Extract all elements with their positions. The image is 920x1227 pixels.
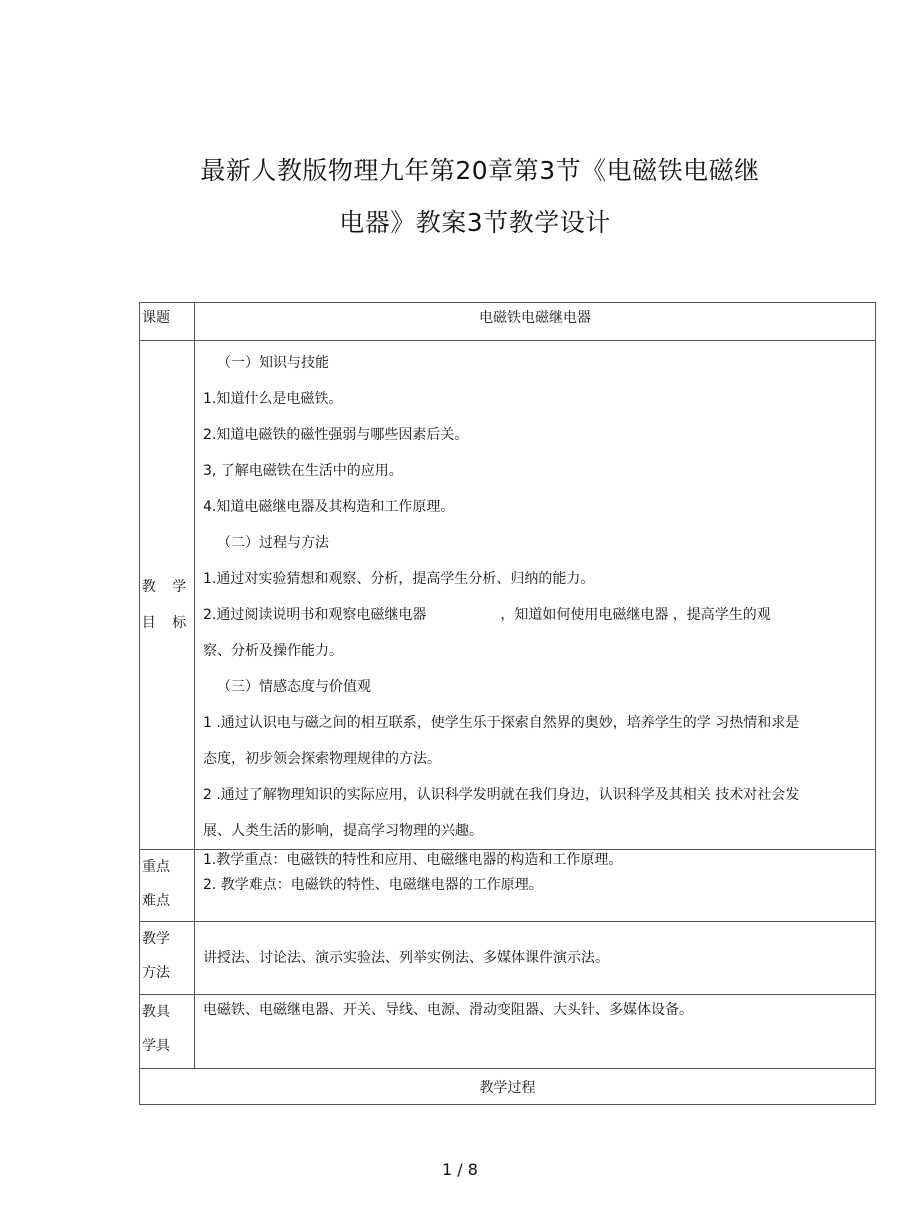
goals-heading-knowledge: （一）知识与技能 — [217, 355, 329, 371]
topic-row — [140, 303, 876, 341]
goal-knowledge-2: 2.知道电磁铁的磁性强弱与哪些因素后关。 — [203, 427, 469, 443]
goal-process-2 — [195, 597, 875, 633]
page-number: 1 / 8 — [442, 1160, 478, 1179]
key-points-row — [140, 850, 876, 922]
topic-value: 电磁铁电磁继电器 — [479, 310, 591, 326]
key-point-1: 1.教学重点：电磁铁的特性和应用、电磁继电器的构造和工作原理。 — [203, 852, 623, 868]
tools-row — [140, 995, 876, 1069]
topic-label-cell — [140, 303, 195, 341]
lesson-plan-table — [139, 302, 876, 1105]
method-label-line-2: 方法 — [142, 965, 170, 981]
tools-label-line-2: 学具 — [142, 1038, 170, 1054]
key-content-cell — [195, 850, 876, 922]
key-label — [140, 850, 194, 918]
goal-attitude-1a: 1 .通过认识电与磁之间的相互联系，使学生乐于探索自然界的奥妙，培养学生的学 习热情和求是 — [203, 715, 800, 731]
key-label-cell — [140, 850, 195, 922]
goals-label-line-2: 目 标 — [141, 615, 193, 631]
topic-value-cell — [195, 303, 876, 341]
method-label — [140, 922, 194, 990]
method-value: 讲授法、讨论法、演示实验法、列举实例法、多媒体课件演示法。 — [203, 950, 609, 966]
goal-knowledge-1: 1.知道什么是电磁铁。 — [203, 391, 343, 407]
tools-value: 电磁铁、电磁继电器、开关、导线、电源、滑动变阻器、大头针、多媒体设备。 — [203, 1002, 693, 1018]
tools-label-cell — [140, 995, 195, 1069]
process-header-row — [140, 1069, 876, 1105]
goal-process-2-part-a: 2.通过阅读说明书和观察电磁继电器 — [203, 607, 427, 623]
method-row — [140, 922, 876, 995]
goal-process-2-cont: 察、分析及操作能力。 — [203, 643, 343, 659]
key-label-line-1: 重点 — [142, 859, 170, 875]
goals-heading-process: （二）过程与方法 — [217, 535, 329, 551]
method-label-cell — [140, 922, 195, 995]
method-content-cell — [195, 922, 876, 995]
goal-knowledge-3: 3, 了解电磁铁在生活中的应用。 — [203, 463, 403, 479]
goal-process-2-part-b: ，知道如何使用电磁继电器 ，提高学生的观 — [500, 607, 771, 623]
goals-label-cell — [140, 341, 195, 850]
process-header-cell — [140, 1069, 876, 1105]
key-point-2: 2. 教学难点：电磁铁的特性、电磁继电器的工作原理。 — [203, 877, 543, 893]
goal-attitude-2b: 展、人类生活的影响，提高学习物理的兴趣。 — [203, 823, 483, 839]
tools-content-cell — [195, 995, 876, 1069]
goals-row — [140, 341, 876, 850]
document-title-line-2: 电器》教案3节教学设计 — [339, 208, 611, 237]
key-label-line-2: 难点 — [142, 893, 170, 909]
topic-label: 课题 — [142, 310, 170, 326]
goals-heading-attitude: （三）情感态度与价值观 — [217, 679, 371, 695]
goals-label — [140, 341, 194, 641]
method-label-line-1: 教学 — [142, 931, 170, 947]
tools-label — [140, 995, 194, 1063]
document-title-line-1: 最新人教版物理九年第20章第3节《电磁铁电磁继 — [200, 156, 760, 185]
goals-label-line-1: 教 学 — [141, 579, 193, 595]
process-header: 教学过程 — [479, 1079, 536, 1096]
tools-label-line-1: 教具 — [142, 1004, 170, 1020]
goal-process-1: 1.通过对实验猜想和观察、分析，提高学生分析、归纳的能力。 — [203, 571, 595, 587]
goal-attitude-2a: 2 .通过了解物理知识的实际应用，认识科学发明就在我们身边，认识科学及其相关 技术对社会发 — [203, 787, 800, 803]
goal-attitude-1b: 态度，初步领会探索物理规律的方法。 — [203, 751, 441, 767]
goal-knowledge-4: 4.知道电磁继电器及其构造和工作原理。 — [203, 499, 455, 515]
goals-content-cell — [195, 341, 876, 850]
